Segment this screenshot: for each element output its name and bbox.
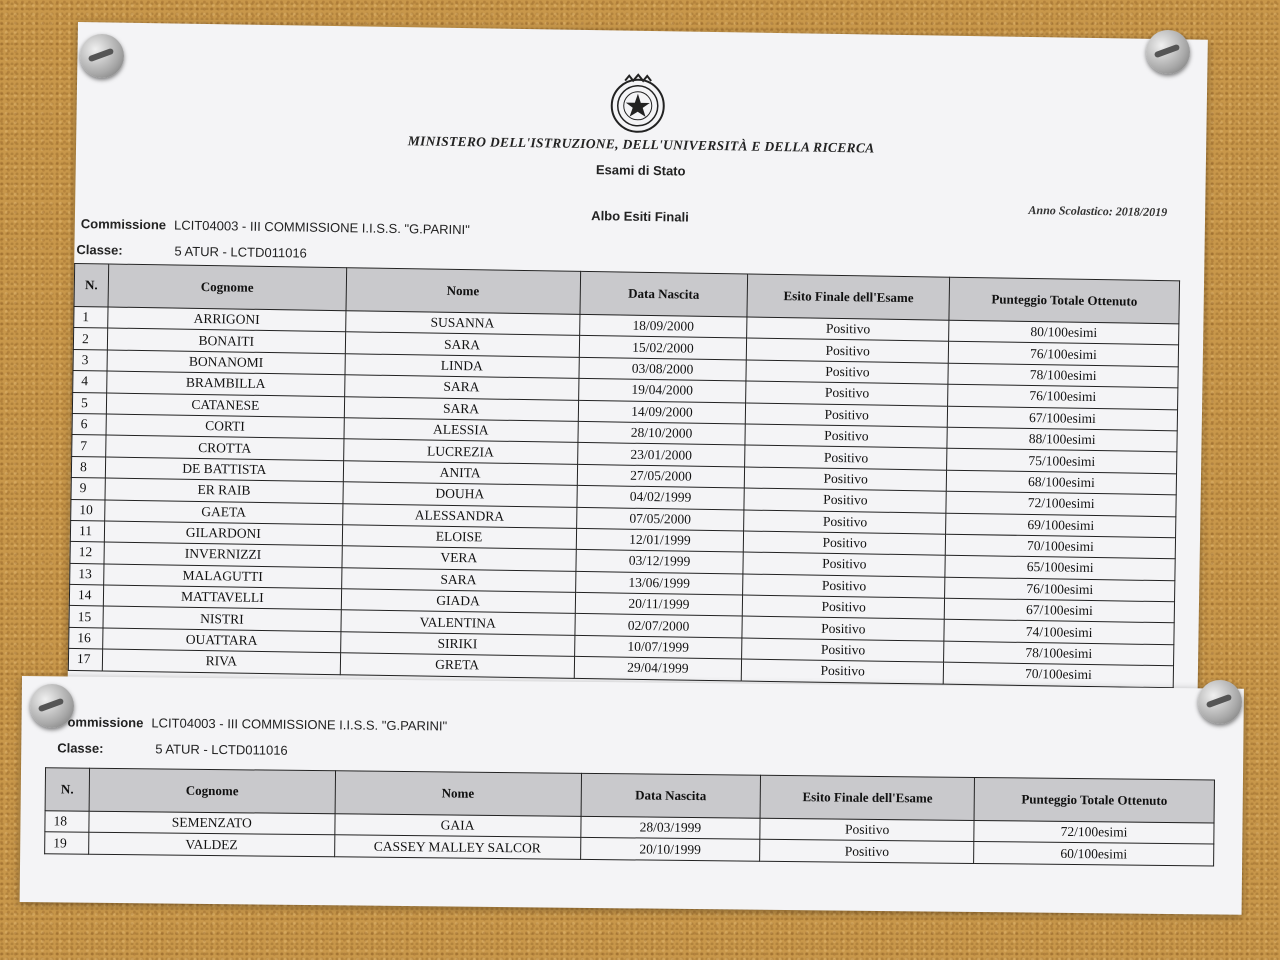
table-cell: 76/100esimi <box>945 577 1175 602</box>
table-cell: BRAMBILLA <box>107 371 345 396</box>
table-cell: ALESSIA <box>344 418 578 443</box>
commission-label: Commissione <box>80 216 167 233</box>
table-cell: 07/05/2000 <box>576 507 744 531</box>
table-cell: 28/10/2000 <box>577 421 745 445</box>
table-cell: GILARDONI <box>104 521 342 546</box>
table-cell: 9 <box>71 478 105 500</box>
ministry-heading: MINISTERO DELL'ISTRUZIONE, DELL'UNIVERSITÀ E DELLA RICERCA <box>407 133 875 156</box>
table-cell: 1 <box>74 306 108 328</box>
table-cell: RIVA <box>102 649 340 674</box>
table-cell: Positivo <box>742 659 944 684</box>
column-header: Nome <box>346 268 580 315</box>
column-header: N. <box>45 768 89 811</box>
column-header: N. <box>74 263 109 307</box>
table-cell: SARA <box>341 567 575 592</box>
table-cell: 68/100esimi <box>946 470 1176 495</box>
albo-title: Albo Esiti Finali <box>591 208 689 225</box>
table-cell: 27/05/2000 <box>577 464 745 488</box>
table-cell: 15 <box>69 606 103 628</box>
table-cell: INVERNIZZI <box>104 542 342 567</box>
table-cell: 80/100esimi <box>949 320 1179 345</box>
exam-title: Esami di Stato <box>595 162 686 179</box>
table-cell: 19 <box>45 832 89 854</box>
table-cell: Positivo <box>745 445 947 470</box>
results-sheet-bottom <box>20 676 1244 915</box>
table-cell: GRETA <box>340 653 574 678</box>
table-cell: 11 <box>70 520 104 542</box>
table-cell: 3 <box>73 349 107 371</box>
table-cell: Positivo <box>746 381 948 406</box>
table-cell: 10 <box>71 499 105 521</box>
table-cell: ANITA <box>343 460 577 485</box>
table-cell: 15/02/2000 <box>579 336 747 360</box>
push-pin-icon <box>1146 30 1190 74</box>
table-cell: Positivo <box>743 552 945 577</box>
results-sheet-top <box>68 22 1208 705</box>
table-cell: 4 <box>73 371 107 393</box>
table-cell: 76/100esimi <box>948 342 1178 367</box>
push-pin-icon <box>30 684 74 728</box>
table-cell: Positivo <box>747 338 949 363</box>
table-cell: GIADA <box>341 589 575 614</box>
table-cell: 65/100esimi <box>945 555 1175 580</box>
table-cell: 18 <box>45 811 89 833</box>
table-cell: NISTRI <box>103 606 341 631</box>
table-cell: LUCREZIA <box>343 439 577 464</box>
table-cell: 29/04/1999 <box>574 657 742 681</box>
table-cell: OUATTARA <box>103 628 341 653</box>
table-cell: SIRIKI <box>340 632 574 657</box>
table-cell: 13 <box>70 563 104 585</box>
table-cell: CORTI <box>106 414 344 439</box>
table-cell: 12 <box>70 542 104 564</box>
table-cell: Positivo <box>742 638 944 663</box>
table-cell: 18/09/2000 <box>579 314 747 338</box>
republic-emblem-icon <box>606 72 669 135</box>
table-cell: 17 <box>68 649 102 671</box>
class-value-2: 5 ATUR - LCTD011016 <box>155 741 288 758</box>
column-header: Cognome <box>108 264 346 311</box>
commission-value-2: LCIT04003 - III COMMISSIONE I.I.S.S. "G.PARINI" <box>151 715 448 734</box>
table-cell: 04/02/1999 <box>576 486 744 510</box>
table-cell: Positivo <box>744 510 946 535</box>
table-cell: ER RAIB <box>105 478 343 503</box>
column-header: Nome <box>335 771 581 817</box>
column-header: Data Nascita <box>581 773 761 818</box>
table-cell: Positivo <box>747 317 949 342</box>
results-table-1 <box>68 263 1180 688</box>
table-cell: 13/06/1999 <box>575 571 743 595</box>
table-cell: ALESSANDRA <box>342 503 576 528</box>
table-cell: MALAGUTTI <box>104 564 342 589</box>
table-cell: SARA <box>345 332 579 357</box>
table-cell: 16 <box>69 627 103 649</box>
table-cell: CATANESE <box>106 393 344 418</box>
table-cell: MATTAVELLI <box>103 585 341 610</box>
table-cell: SARA <box>344 375 578 400</box>
table-cell: BONANOMI <box>107 350 345 375</box>
table-cell: Positivo <box>746 360 948 385</box>
table-cell: DE BATTISTA <box>105 457 343 482</box>
class-line-2 <box>57 740 288 757</box>
table-cell: 60/100esimi <box>974 842 1214 866</box>
table-cell: 74/100esimi <box>944 620 1174 645</box>
table-cell: GAIA <box>335 814 581 838</box>
column-header: Cognome <box>89 768 335 814</box>
table-cell: 67/100esimi <box>947 406 1177 431</box>
table-cell: Positivo <box>744 488 946 513</box>
table-cell: 19/04/2000 <box>578 379 746 403</box>
table-cell: 6 <box>72 413 106 435</box>
table-cell: 72/100esimi <box>974 820 1214 844</box>
table-cell: 5 <box>72 392 106 414</box>
table-cell: Positivo <box>745 467 947 492</box>
table-cell: Positivo <box>742 616 944 641</box>
table-cell: 02/07/2000 <box>574 614 742 638</box>
commission-value: LCIT04003 - III COMMISSIONE I.I.S.S. "G.PARINI" <box>173 217 470 238</box>
table-cell: BONAITI <box>107 328 345 353</box>
table-cell: Positivo <box>760 840 974 864</box>
column-header: Esito Finale dell'Esame <box>747 274 949 320</box>
table-cell: VALDEZ <box>89 833 335 857</box>
table-cell: SARA <box>344 396 578 421</box>
table-cell: 12/01/1999 <box>576 528 744 552</box>
table-cell: DOUHA <box>343 482 577 507</box>
push-pin-icon <box>1198 680 1242 724</box>
table-cell: 67/100esimi <box>944 598 1174 623</box>
table-cell: SEMENZATO <box>89 811 335 835</box>
table-cell: 14/09/2000 <box>578 400 746 424</box>
table-cell: Positivo <box>743 595 945 620</box>
class-label-2: Classe: <box>57 740 104 756</box>
table-cell: ARRIGONI <box>108 307 346 332</box>
table-cell: 10/07/1999 <box>574 635 742 659</box>
table-cell: 2 <box>73 328 107 350</box>
table-cell: 20/11/1999 <box>575 592 743 616</box>
table-cell: 78/100esimi <box>948 363 1178 388</box>
table-cell: ELOISE <box>342 525 576 550</box>
table-cell: SUSANNA <box>345 311 579 336</box>
table-cell: 72/100esimi <box>946 491 1176 516</box>
table-cell: 03/08/2000 <box>579 357 747 381</box>
class-label: Classe: <box>76 242 123 258</box>
column-header: Data Nascita <box>580 271 748 317</box>
school-year: Anno Scolastico: 2018/2019 <box>1028 202 1168 220</box>
table-cell: 70/100esimi <box>945 534 1175 559</box>
table-cell: 03/12/1999 <box>575 550 743 574</box>
class-line <box>76 242 307 261</box>
column-header: Punteggio Totale Ottenuto <box>974 777 1214 823</box>
table-cell: 7 <box>72 435 106 457</box>
column-header: Punteggio Totale Ottenuto <box>949 277 1179 324</box>
table-cell: GAETA <box>105 499 343 524</box>
table-cell: Positivo <box>744 531 946 556</box>
table-cell: VERA <box>342 546 576 571</box>
results-table-2 <box>44 767 1215 866</box>
table-cell: 70/100esimi <box>943 662 1173 687</box>
table-cell: 75/100esimi <box>947 449 1177 474</box>
commission-line-2 <box>67 714 447 733</box>
table-cell: Positivo <box>760 818 974 842</box>
commission-label-2: ommissione <box>67 714 144 731</box>
column-header: Esito Finale dell'Esame <box>760 775 974 820</box>
table-cell: 28/03/1999 <box>580 816 760 839</box>
table-cell: 76/100esimi <box>948 384 1178 409</box>
table-cell: 23/01/2000 <box>577 443 745 467</box>
table-cell: 78/100esimi <box>944 641 1174 666</box>
table-cell: VALENTINA <box>341 610 575 635</box>
table-cell: CROTTA <box>106 435 344 460</box>
table-cell: 69/100esimi <box>946 513 1176 538</box>
push-pin-icon <box>80 34 124 78</box>
table-cell: Positivo <box>746 403 948 428</box>
table-cell: 20/10/1999 <box>580 838 760 861</box>
table-cell: CASSEY MALLEY SALCOR <box>334 835 580 859</box>
table-cell: 88/100esimi <box>947 427 1177 452</box>
table-cell: Positivo <box>745 424 947 449</box>
table-cell: LINDA <box>345 354 579 379</box>
table-cell: 14 <box>69 585 103 607</box>
table-cell: Positivo <box>743 574 945 599</box>
class-value: 5 ATUR - LCTD011016 <box>174 243 307 261</box>
table-cell: 8 <box>71 456 105 478</box>
